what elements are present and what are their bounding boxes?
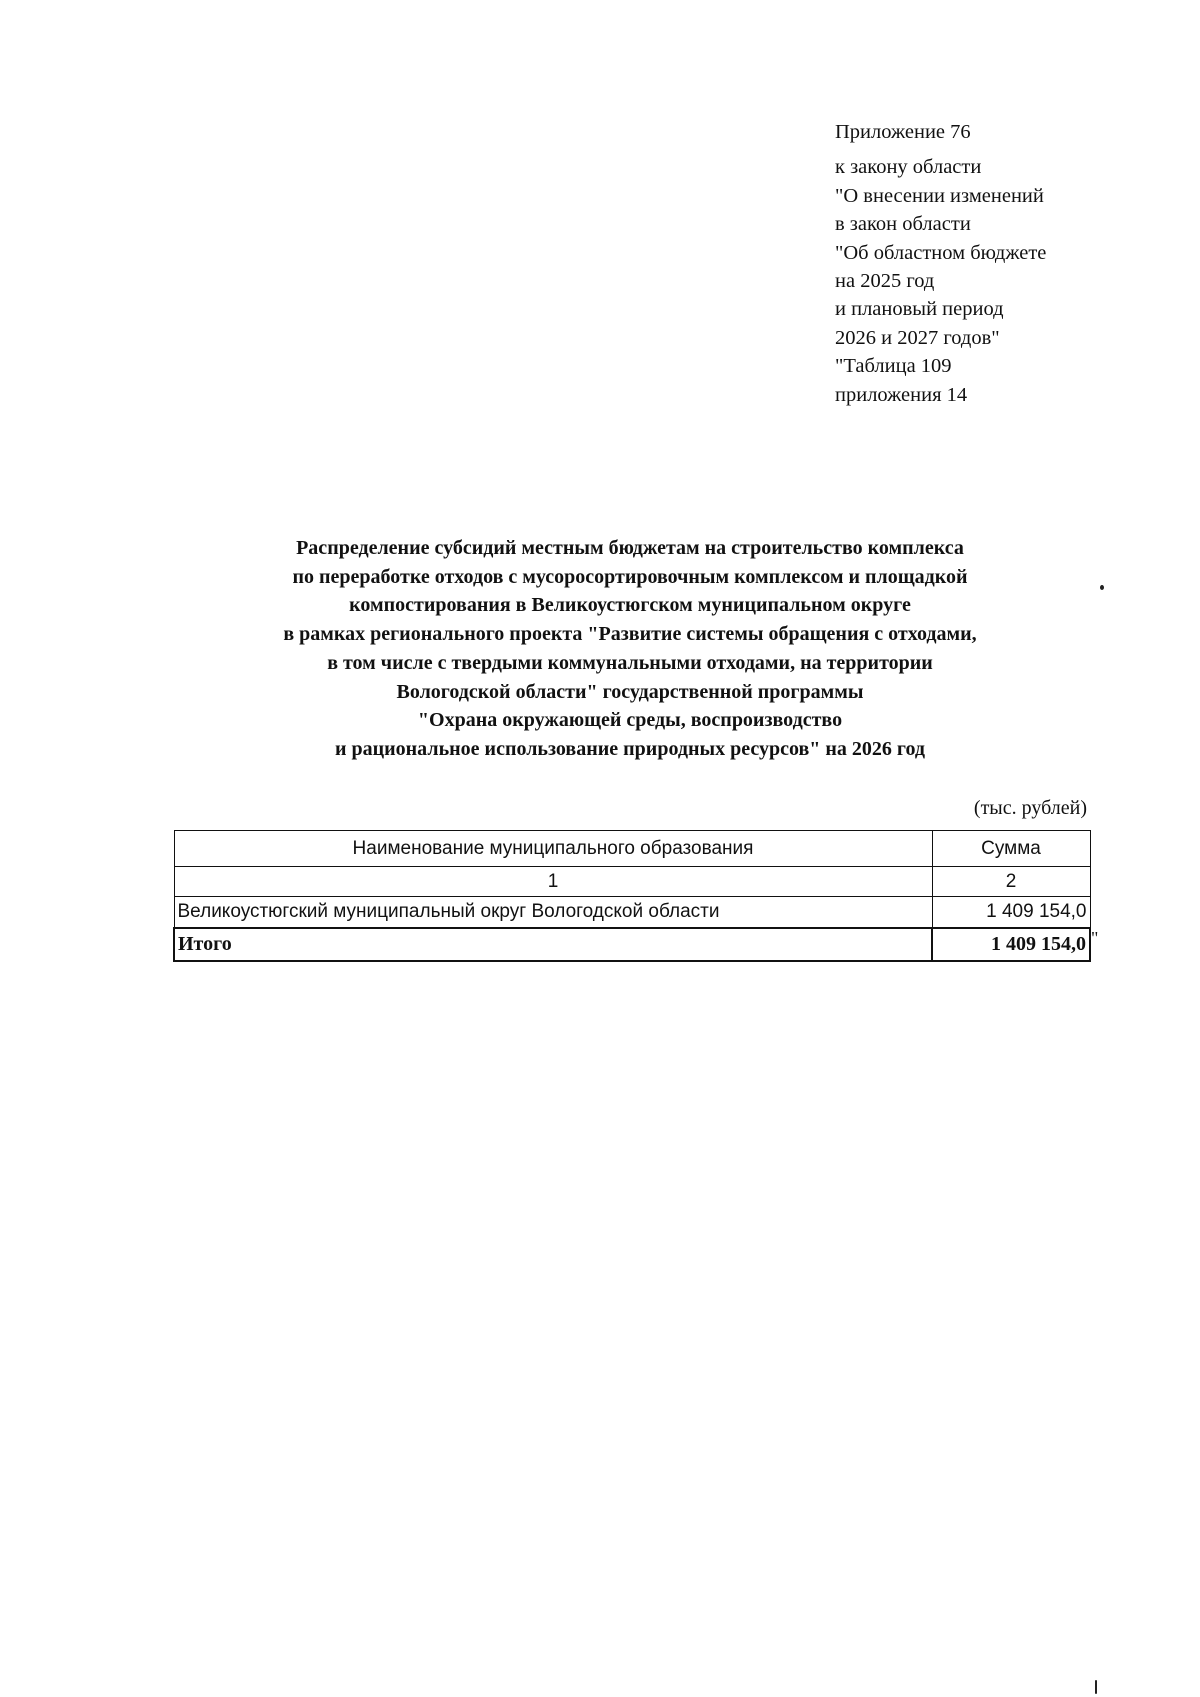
scan-speck — [1100, 585, 1104, 590]
column-number-row — [174, 867, 1090, 897]
appendix-line: 2026 и 2027 годов" — [835, 326, 1000, 349]
title-line: по переработке отходов с мусоросортировочным комплексом и площадкой — [292, 565, 968, 588]
appendix-number: Приложение 76 — [835, 121, 971, 143]
column-number: 2 — [932, 867, 1090, 897]
appendix-line: на 2025 год — [835, 270, 935, 293]
total-label: Итого — [174, 928, 932, 961]
municipality-name: Великоустюгский муниципальный округ Вологодской области — [174, 897, 932, 928]
appendix-line: и плановый период — [835, 298, 1004, 321]
appendix-line: "Таблица 109 — [835, 355, 952, 378]
title-line: в том числе с твердыми коммунальными отходами, на территории — [327, 651, 933, 674]
total-amount: 1 409 154,0 — [932, 928, 1090, 961]
document-title — [180, 534, 1080, 764]
title-line: Распределение субсидий местным бюджетам на строительство комплекса — [296, 537, 964, 559]
amount-value: 1 409 154,0 — [932, 897, 1090, 928]
table-header-row — [174, 831, 1090, 867]
title-line: компостирования в Великоустюгском муниципальном округе — [349, 594, 911, 617]
appendix-line: "О внесении изменений — [835, 184, 1044, 207]
appendix-line: "Об областном бюджете — [835, 241, 1047, 264]
scan-speck — [1095, 1680, 1097, 1694]
title-line: Вологодской области" государственной программы — [396, 680, 864, 703]
appendix-line: в закон области — [835, 213, 971, 236]
appendix-header — [835, 118, 1135, 409]
closing-quote: " — [1091, 928, 1099, 948]
table-row — [174, 897, 1090, 928]
subsidy-table — [173, 830, 1091, 962]
appendix-line: к закону области — [835, 156, 982, 179]
appendix-line: приложения 14 — [835, 383, 968, 406]
total-row — [174, 928, 1090, 961]
title-line: "Охрана окружающей среды, воспроизводство — [417, 709, 843, 732]
title-line: и рациональное использование природных ресурсов" на 2026 год — [334, 737, 926, 760]
header-amount: Сумма — [932, 831, 1090, 867]
column-number: 1 — [174, 867, 932, 897]
units-label: (тыс. рублей) — [973, 797, 1087, 819]
title-line: в рамках регионального проекта "Развитие системы обращения с отходами, — [283, 623, 977, 646]
header-municipality: Наименование муниципального образования — [174, 831, 932, 867]
